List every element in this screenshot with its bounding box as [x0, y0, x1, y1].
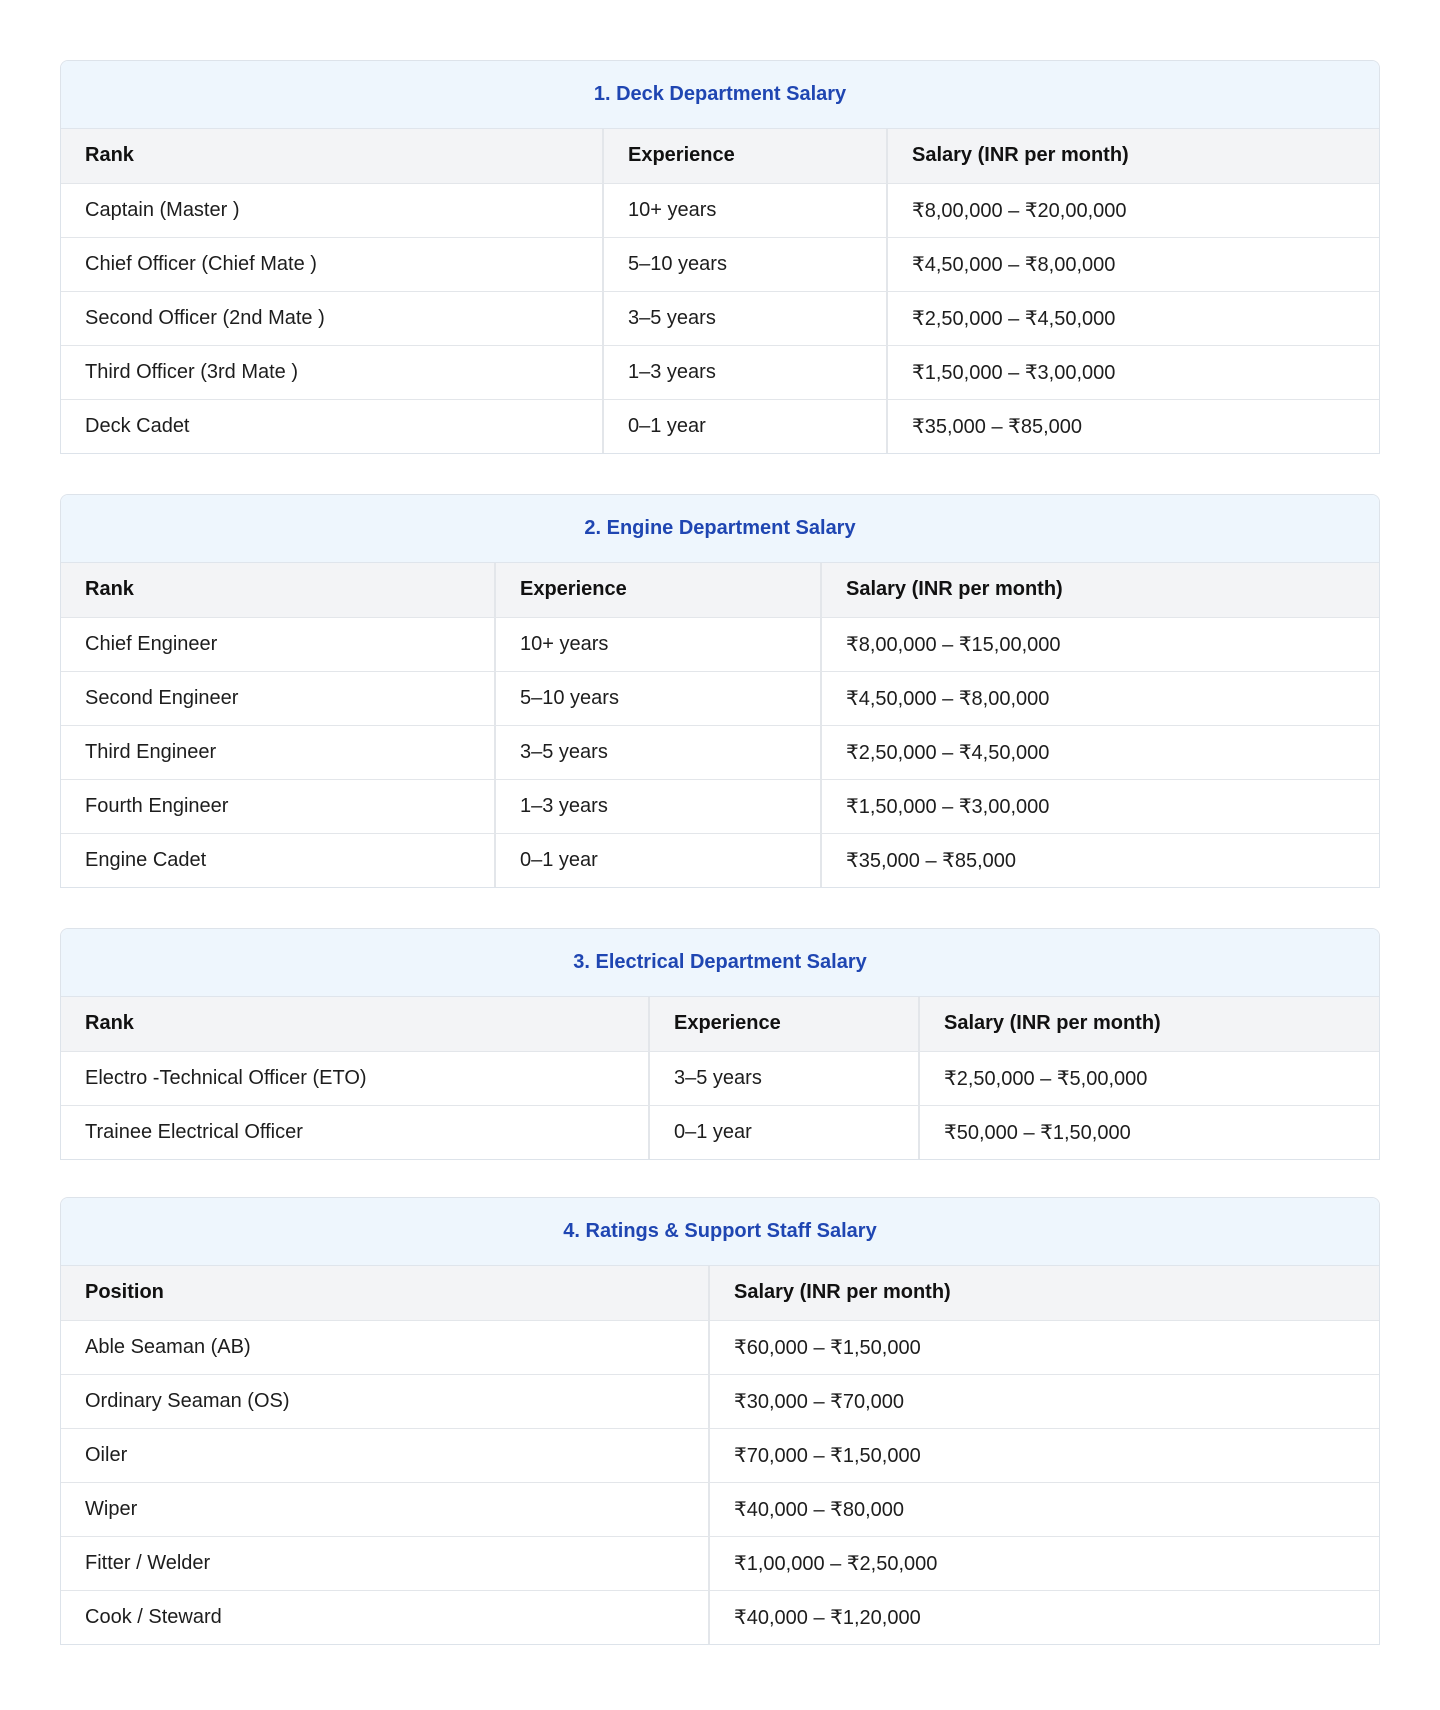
- electrical-salary-table: [61, 997, 1379, 1159]
- table-row: [61, 1374, 1379, 1428]
- salary-cell: ₹4,50,000 – ₹8,00,000: [887, 237, 1379, 291]
- salary-cell: ₹40,000 – ₹1,20,000: [709, 1590, 1379, 1644]
- experience-cell: 1–3 years: [495, 779, 821, 833]
- section-title: 1. Deck Department Salary: [61, 61, 1379, 129]
- salary-cell: ₹50,000 – ₹1,50,000: [919, 1105, 1379, 1159]
- rank-cell: Second Officer (2nd Mate ): [61, 291, 603, 345]
- experience-cell: 10+ years: [603, 183, 887, 237]
- salary-cell: ₹2,50,000 – ₹5,00,000: [919, 1051, 1379, 1105]
- position-cell: Fitter / Welder: [61, 1536, 709, 1590]
- table-row: [61, 833, 1379, 887]
- salary-cell: ₹40,000 – ₹80,000: [709, 1482, 1379, 1536]
- position-cell: Able Seaman (AB): [61, 1320, 709, 1374]
- table-header-row: [61, 563, 1379, 617]
- experience-cell: 3–5 years: [649, 1051, 919, 1105]
- column-header: Rank: [61, 997, 649, 1051]
- ratings-salary-table: [61, 1266, 1379, 1644]
- column-header: Salary (INR per month): [919, 997, 1379, 1051]
- rank-cell: Engine Cadet: [61, 833, 495, 887]
- position-cell: Cook / Steward: [61, 1590, 709, 1644]
- experience-cell: 5–10 years: [495, 671, 821, 725]
- column-header: Rank: [61, 129, 603, 183]
- experience-cell: 0–1 year: [649, 1105, 919, 1159]
- table-row: [61, 291, 1379, 345]
- rank-cell: Chief Engineer: [61, 617, 495, 671]
- position-cell: Wiper: [61, 1482, 709, 1536]
- rank-cell: Electro -Technical Officer (ETO): [61, 1051, 649, 1105]
- position-cell: Oiler: [61, 1428, 709, 1482]
- table-row: [61, 345, 1379, 399]
- salary-cell: ₹1,50,000 – ₹3,00,000: [887, 345, 1379, 399]
- column-header: Salary (INR per month): [821, 563, 1379, 617]
- table-header-row: [61, 1266, 1379, 1320]
- experience-cell: 3–5 years: [495, 725, 821, 779]
- ratings-salary-section: [60, 1197, 1380, 1645]
- rank-cell: Deck Cadet: [61, 399, 603, 453]
- electrical-salary-section: [60, 928, 1380, 1160]
- salary-cell: ₹70,000 – ₹1,50,000: [709, 1428, 1379, 1482]
- table-row: [61, 1051, 1379, 1105]
- experience-cell: 5–10 years: [603, 237, 887, 291]
- column-header: Experience: [495, 563, 821, 617]
- engine-salary-section: [60, 494, 1380, 888]
- rank-cell: Chief Officer (Chief Mate ): [61, 237, 603, 291]
- table-row: [61, 671, 1379, 725]
- experience-cell: 1–3 years: [603, 345, 887, 399]
- rank-cell: Trainee Electrical Officer: [61, 1105, 649, 1159]
- table-header-row: [61, 129, 1379, 183]
- section-title: 3. Electrical Department Salary: [61, 929, 1379, 997]
- position-cell: Ordinary Seaman (OS): [61, 1374, 709, 1428]
- salary-cell: ₹8,00,000 – ₹20,00,000: [887, 183, 1379, 237]
- salary-cell: ₹1,50,000 – ₹3,00,000: [821, 779, 1379, 833]
- column-header: Salary (INR per month): [887, 129, 1379, 183]
- table-row: [61, 399, 1379, 453]
- rank-cell: Captain (Master ): [61, 183, 603, 237]
- deck-salary-section: [60, 60, 1380, 454]
- table-row: [61, 1320, 1379, 1374]
- table-row: [61, 1428, 1379, 1482]
- experience-cell: 0–1 year: [603, 399, 887, 453]
- column-header: Salary (INR per month): [709, 1266, 1379, 1320]
- rank-cell: Fourth Engineer: [61, 779, 495, 833]
- rank-cell: Second Engineer: [61, 671, 495, 725]
- rank-cell: Third Officer (3rd Mate ): [61, 345, 603, 399]
- table-row: [61, 1590, 1379, 1644]
- salary-cell: ₹1,00,000 – ₹2,50,000: [709, 1536, 1379, 1590]
- salary-cell: ₹2,50,000 – ₹4,50,000: [821, 725, 1379, 779]
- table-row: [61, 725, 1379, 779]
- engine-salary-table: [61, 563, 1379, 887]
- salary-cell: ₹30,000 – ₹70,000: [709, 1374, 1379, 1428]
- experience-cell: 3–5 years: [603, 291, 887, 345]
- table-row: [61, 237, 1379, 291]
- table-header-row: [61, 997, 1379, 1051]
- column-header: Experience: [649, 997, 919, 1051]
- deck-salary-table: [61, 129, 1379, 453]
- salary-cell: ₹60,000 – ₹1,50,000: [709, 1320, 1379, 1374]
- table-row: [61, 1482, 1379, 1536]
- salary-cell: ₹2,50,000 – ₹4,50,000: [887, 291, 1379, 345]
- table-row: [61, 617, 1379, 671]
- salary-cell: ₹35,000 – ₹85,000: [821, 833, 1379, 887]
- column-header: Rank: [61, 563, 495, 617]
- experience-cell: 10+ years: [495, 617, 821, 671]
- table-row: [61, 1536, 1379, 1590]
- section-title: 4. Ratings & Support Staff Salary: [61, 1198, 1379, 1266]
- salary-cell: ₹35,000 – ₹85,000: [887, 399, 1379, 453]
- table-row: [61, 183, 1379, 237]
- rank-cell: Third Engineer: [61, 725, 495, 779]
- salary-cell: ₹8,00,000 – ₹15,00,000: [821, 617, 1379, 671]
- section-title: 2. Engine Department Salary: [61, 495, 1379, 563]
- table-row: [61, 779, 1379, 833]
- experience-cell: 0–1 year: [495, 833, 821, 887]
- column-header: Position: [61, 1266, 709, 1320]
- salary-cell: ₹4,50,000 – ₹8,00,000: [821, 671, 1379, 725]
- table-row: [61, 1105, 1379, 1159]
- column-header: Experience: [603, 129, 887, 183]
